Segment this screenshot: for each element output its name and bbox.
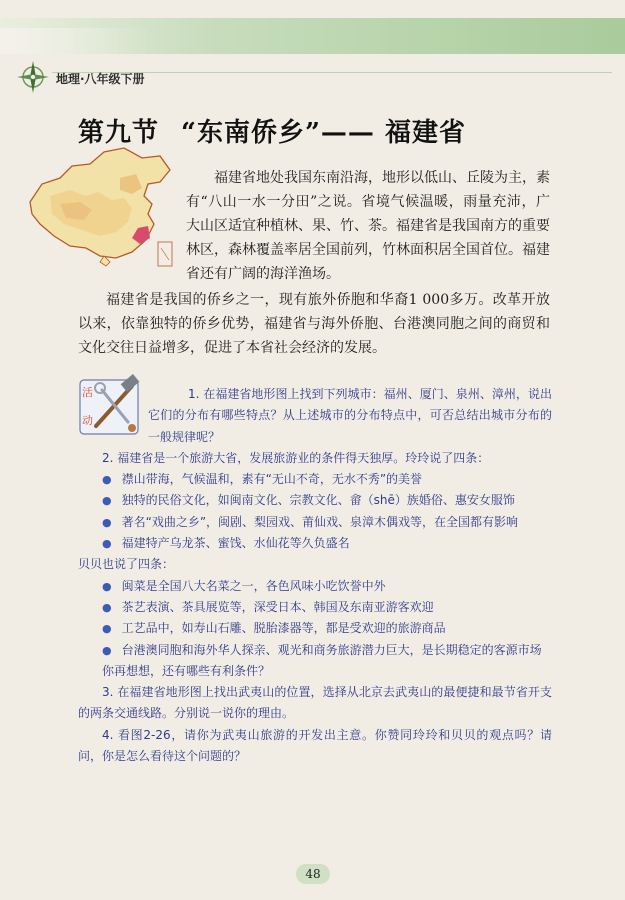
beibei-point-1: ● 闽菜是全国八大名菜之一，各色风味小吃饮誉中外: [102, 578, 386, 593]
activity-question-2: 2. 福建省是一个旅游大省，发展旅游业的条件得天独厚。玲玲说了四条：: [102, 450, 490, 465]
activity-label-1: 活: [82, 386, 93, 399]
bullet-dot: ●: [102, 537, 112, 551]
activity-question-1: 1. 在福建省地形图上找到下列城市：福州、厦门、泉州、漳州，说出它们的分布有哪些特点？从上述城市的分布特点中，可否总结出城市分布的一般规律呢？: [148, 387, 552, 444]
intro-paragraph: 福建省地处我国东南沿海，地形以低山、丘陵为主，素有“八山一水一分田”之说。省境气候温暖，雨量充沛，广大山区适宜种植林、果、竹、茶。福建省是我国南方的重要林区，森林覆盖率居全国前列，竹林面积居全国首位。福建省还有广阔的海洋渔场。: [186, 170, 550, 282]
section-heading: “东南侨乡”—— 福建省: [181, 118, 466, 148]
top-band-fade: [0, 28, 150, 54]
bullet-dot: ●: [102, 579, 112, 593]
activity-label-2: 动: [82, 414, 93, 427]
beibei-point-4: ● 台港澳同胞和海外华人探亲、观光和商务旅游潜力巨大，是长期稳定的客源市场: [102, 642, 542, 657]
running-header: 地理·八年级下册: [56, 72, 145, 86]
lingling-point-4: ● 福建特产乌龙茶、蜜饯、水仙花等久负盛名: [102, 536, 350, 551]
page-number: 48: [296, 864, 330, 884]
bullet-dot: ●: [102, 494, 112, 508]
bullet-dot: ●: [102, 473, 112, 487]
beibei-point-3: ● 工艺品中，如寿山石雕、脱胎漆器等，都是受欢迎的旅游商品: [102, 621, 446, 636]
bullet-dot: ●: [102, 515, 112, 529]
beibei-intro: 贝贝也说了四条：: [78, 557, 175, 572]
activity-section: [78, 384, 552, 767]
lingling-point-1: ● 襟山带海，气候温和，素有“无山不奇，无水不秀”的美誉: [102, 472, 423, 487]
bullet-dot: ●: [102, 622, 112, 636]
activity-question-3: 3. 在福建省地形图上找出武夷山的位置，选择从北京去武夷山的最便捷和最节省开支的两条交通线路。分别说一说你的理由。: [78, 685, 552, 721]
bullet-dot: ●: [102, 643, 112, 657]
bullet-dot: ●: [102, 600, 112, 614]
compass-rose-icon: [16, 60, 50, 94]
body-paragraph: 福建省是我国的侨乡之一，现有旅外侨胞和华裔1 000多万。改革开放以来，依靠独特的侨乡优势，福建省与海外侨胞、台港澳同胞之间的商贸和文化交往日益增多，促进了本省社会经济的发展。: [78, 292, 550, 356]
section-number: 第九节: [78, 118, 160, 148]
activity-think: 你再想想，还有哪些有利条件？: [102, 663, 271, 678]
lingling-point-3: ● 著名“戏曲之乡”，闽剧、梨园戏、莆仙戏、泉漳木偶戏等，在全国都有影响: [102, 514, 519, 529]
activity-question-4: 4. 看图2-26，请你为武夷山旅游的开发出主意。你赞同玲玲和贝贝的观点吗？请问，你是怎么看待这个问题的？: [78, 727, 552, 764]
china-map-fujian-icon: [20, 144, 180, 274]
lingling-point-2: ● 独特的民俗文化，如闽南文化、宗教文化、畲（shē）族婚俗、惠安女服饰: [102, 493, 515, 508]
beibei-point-2: ● 茶艺表演、茶具展览等，深受日本、韩国及东南亚游客欢迎: [102, 599, 434, 614]
